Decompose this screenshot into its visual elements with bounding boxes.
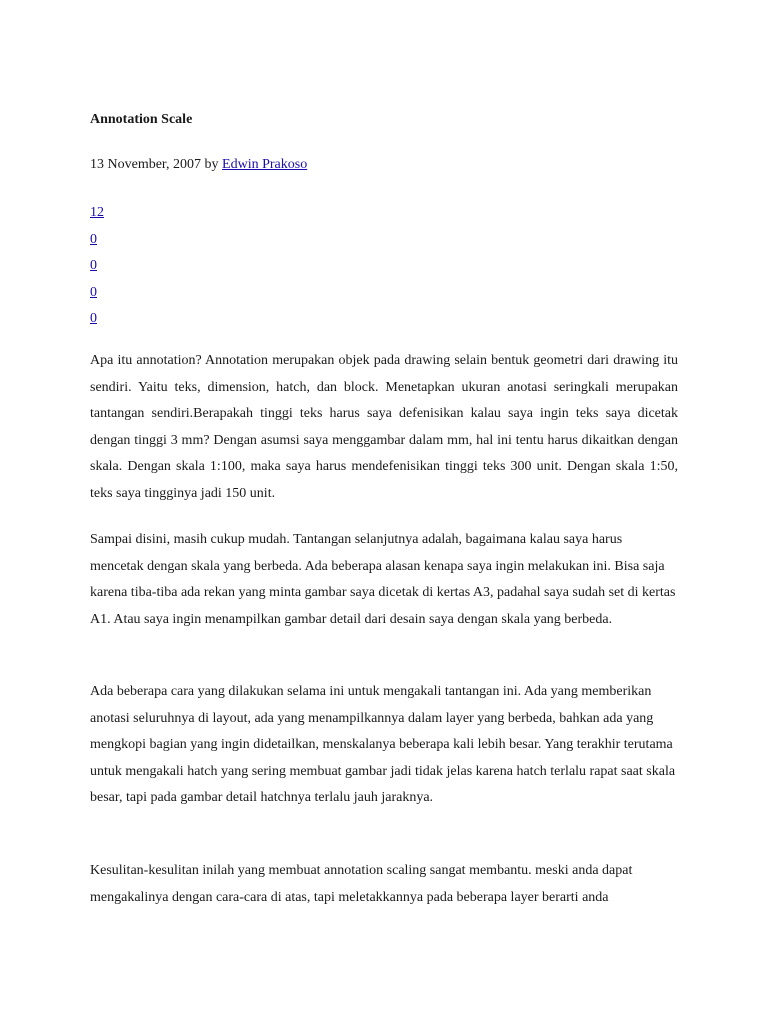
article-paragraph: Sampai disini, masih cukup mudah. Tantangan selanjutnya adalah, bagaimana kalau saya harus mencetak dengan skala yang berbeda. Ada beberapa alasan kenapa saya ingin melakukan ini. Bisa saja karena tiba-tiba ada rekan yang minta gambar saya dicetak di kertas A3, padahal saya sudah set di kertas A1. Atau saya ingin menampilkan gambar detail dari desain saya dengan skala yang berbeda. — [90, 532, 676, 627]
article-date: 13 November, 2007 by — [90, 157, 219, 172]
share-count-link[interactable]: 0 — [90, 311, 97, 327]
share-count-link[interactable]: 12 — [90, 205, 104, 220]
share-counts — [90, 200, 104, 333]
article-paragraph: Apa itu annotation? Annotation merupakan objek pada drawing selain bentuk geometri dari drawing itu sendiri. Yaitu teks, dimension, hatch, dan block. Menetapkan ukuran anotasi seringkali merupakan tantangan sendiri.Berapakah tinggi teks harus saya defenisikan kalau saya ingin teks saya dicetak dengan tinggi 3 mm? Dengan asumsi saya menggambar dalam mm, hal ini tentu harus dikaitkan dengan skala. Dengan skala 1:100, maka saya harus mendefenisikan tinggi teks 300 unit. Dengan skala 1:50, teks saya tingginya jadi 150 unit. — [90, 353, 678, 501]
article-meta — [90, 155, 307, 175]
article-title: Annotation Scale — [90, 112, 193, 127]
share-count-link[interactable]: 0 — [90, 284, 97, 300]
article-paragraph: Kesulitan-kesulitan inilah yang membuat annotation scaling sangat membantu. meski anda dapat mengakalinya dengan cara-cara di atas, tapi meletakkannya pada beberapa layer berarti anda — [90, 863, 633, 905]
article-paragraph: Ada beberapa cara yang dilakukan selama ini untuk mengakali tantangan ini. Ada yang memberikan anotasi seluruhnya di layout, ada yang menampilkannya dalam layer yang berbeda, bahkan ada yang mengkopi bagian yang ingin didetailkan, menskalanya beberapa kali lebih besar. Yang terakhir terutama untuk mengakali hatch yang sering membuat gambar jadi tidak jelas karena hatch terlalu rapat saat skala besar, tapi pada gambar detail hatchnya terlalu jauh jaraknya. — [90, 684, 676, 806]
author-link[interactable]: Edwin Prakoso — [222, 157, 308, 172]
share-count-link[interactable]: 0 — [90, 231, 97, 247]
share-count-link[interactable]: 0 — [90, 258, 97, 274]
